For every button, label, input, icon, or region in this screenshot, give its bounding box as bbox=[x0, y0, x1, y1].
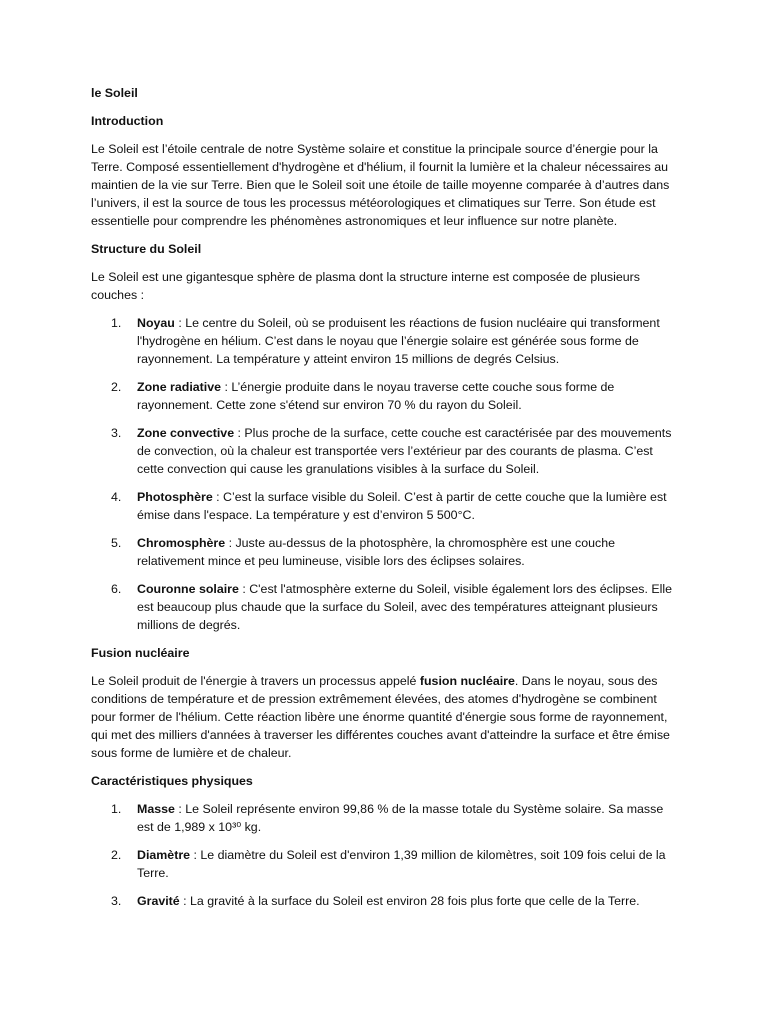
list-term: Masse bbox=[137, 802, 175, 816]
structure-intro-paragraph: Le Soleil est une gigantesque sphère de plasma dont la structure interne est composée de plusieurs couches : bbox=[91, 270, 640, 302]
list-item bbox=[91, 378, 676, 414]
fusion-heading: Fusion nucléaire bbox=[91, 646, 190, 660]
list-text: : L’énergie produite dans le noyau traverse cette couche sous forme de rayonnement. Cette zone s'étend sur environ 70 % du rayon du Soleil. bbox=[137, 380, 615, 412]
fusion-text-before: Le Soleil produit de l'énergie à travers un processus appelé bbox=[91, 674, 420, 688]
document-page bbox=[91, 84, 676, 920]
list-item bbox=[91, 800, 676, 836]
list-item bbox=[91, 424, 676, 478]
document-title: le Soleil bbox=[91, 86, 138, 100]
list-item bbox=[91, 846, 676, 882]
list-number: 3. bbox=[111, 426, 122, 440]
list-number: 5. bbox=[111, 536, 122, 550]
fusion-bold-term: fusion nucléaire bbox=[419, 674, 515, 688]
list-number: 4. bbox=[111, 490, 122, 504]
list-item bbox=[91, 534, 676, 570]
list-term: Noyau bbox=[137, 316, 175, 330]
list-term: Diamètre bbox=[137, 848, 191, 862]
list-text: : Juste au-dessus de la photosphère, la chromosphère est une couche relativement mince et peu lumineuse, visible lors des éclipses solaires. bbox=[137, 536, 615, 568]
list-item bbox=[91, 314, 676, 368]
structure-list bbox=[91, 314, 676, 634]
physical-list bbox=[91, 800, 676, 910]
list-number: 1. bbox=[111, 316, 122, 330]
list-number: 3. bbox=[111, 894, 122, 908]
list-text: : La gravité à la surface du Soleil est environ 28 fois plus forte que celle de la Terre. bbox=[179, 894, 640, 908]
list-term: Couronne solaire bbox=[137, 582, 239, 596]
list-text: : Plus proche de la surface, cette couche est caractérisée par des mouvements de convection, où la chaleur est transportée vers l’extérieur par des courants de plasma. C’est cette convection qui cause les granulations visibles à la surface du Soleil. bbox=[137, 426, 672, 476]
list-number: 1. bbox=[111, 802, 122, 816]
list-text: : Le Soleil représente environ 99,86 % de la masse totale du Système solaire. Sa masse est de 1,989 x 10³⁰ kg. bbox=[137, 802, 664, 834]
physical-heading: Caractéristiques physiques bbox=[91, 774, 253, 788]
list-text: : Le centre du Soleil, où se produisent les réactions de fusion nucléaire qui transforment l'hydrogène en hélium. C’est dans le noyau que l’énergie solaire est générée sous forme de rayonnement. La température y atteint environ 15 millions de degrés Celsius. bbox=[137, 316, 660, 366]
list-item bbox=[91, 488, 676, 524]
introduction-paragraph: Le Soleil est l’étoile centrale de notre Système solaire et constitue la principale source d’énergie pour la Terre. Composé essentiellement d'hydrogène et d'hélium, il fournit la lumière et la chaleur nécessaires au maintien de la vie sur Terre. Bien que le Soleil soit une étoile de taille moyenne comparée à d’autres dans l’univers, il est la source de tous les processus météorologiques et climatiques sur Terre. Son étude est essentielle pour comprendre les phénomènes astronomiques et leur influence sur notre planète. bbox=[91, 142, 670, 228]
list-term: Zone convective bbox=[137, 426, 235, 440]
list-text: : Le diamètre du Soleil est d'environ 1,39 million de kilomètres, soit 109 fois celui de la Terre. bbox=[137, 848, 666, 880]
list-number: 2. bbox=[111, 848, 122, 862]
fusion-paragraph bbox=[91, 672, 676, 762]
list-term: Chromosphère bbox=[137, 536, 226, 550]
structure-heading: Structure du Soleil bbox=[91, 242, 202, 256]
fusion-text-after: . Dans le noyau, sous des conditions de température et de pression extrêmement élevées, des atomes d'hydrogène se combinent pour former de l'hélium. Cette réaction libère une énorme quantité d'énergie sous forme de rayonnement, qui met des milliers d'années à traverser les différentes couches avant d'atteindre la surface et être émise sous forme de lumière et de chaleur. bbox=[91, 674, 670, 760]
list-item bbox=[91, 580, 676, 634]
list-item bbox=[91, 892, 676, 910]
introduction-heading: Introduction bbox=[91, 114, 164, 128]
list-term: Photosphère bbox=[137, 490, 213, 504]
list-text: : C'est l'atmosphère externe du Soleil, visible également lors des éclipses. Elle est beaucoup plus chaude que la surface du Soleil, avec des températures atteignant plusieurs millions de degrés. bbox=[137, 582, 673, 632]
list-number: 6. bbox=[111, 582, 122, 596]
list-term: Gravité bbox=[137, 894, 180, 908]
list-number: 2. bbox=[111, 380, 122, 394]
list-text: : C’est la surface visible du Soleil. C’est à partir de cette couche que la lumière est émise dans l'espace. La température y est d’environ 5 500°C. bbox=[137, 490, 667, 522]
list-term: Zone radiative bbox=[137, 380, 222, 394]
